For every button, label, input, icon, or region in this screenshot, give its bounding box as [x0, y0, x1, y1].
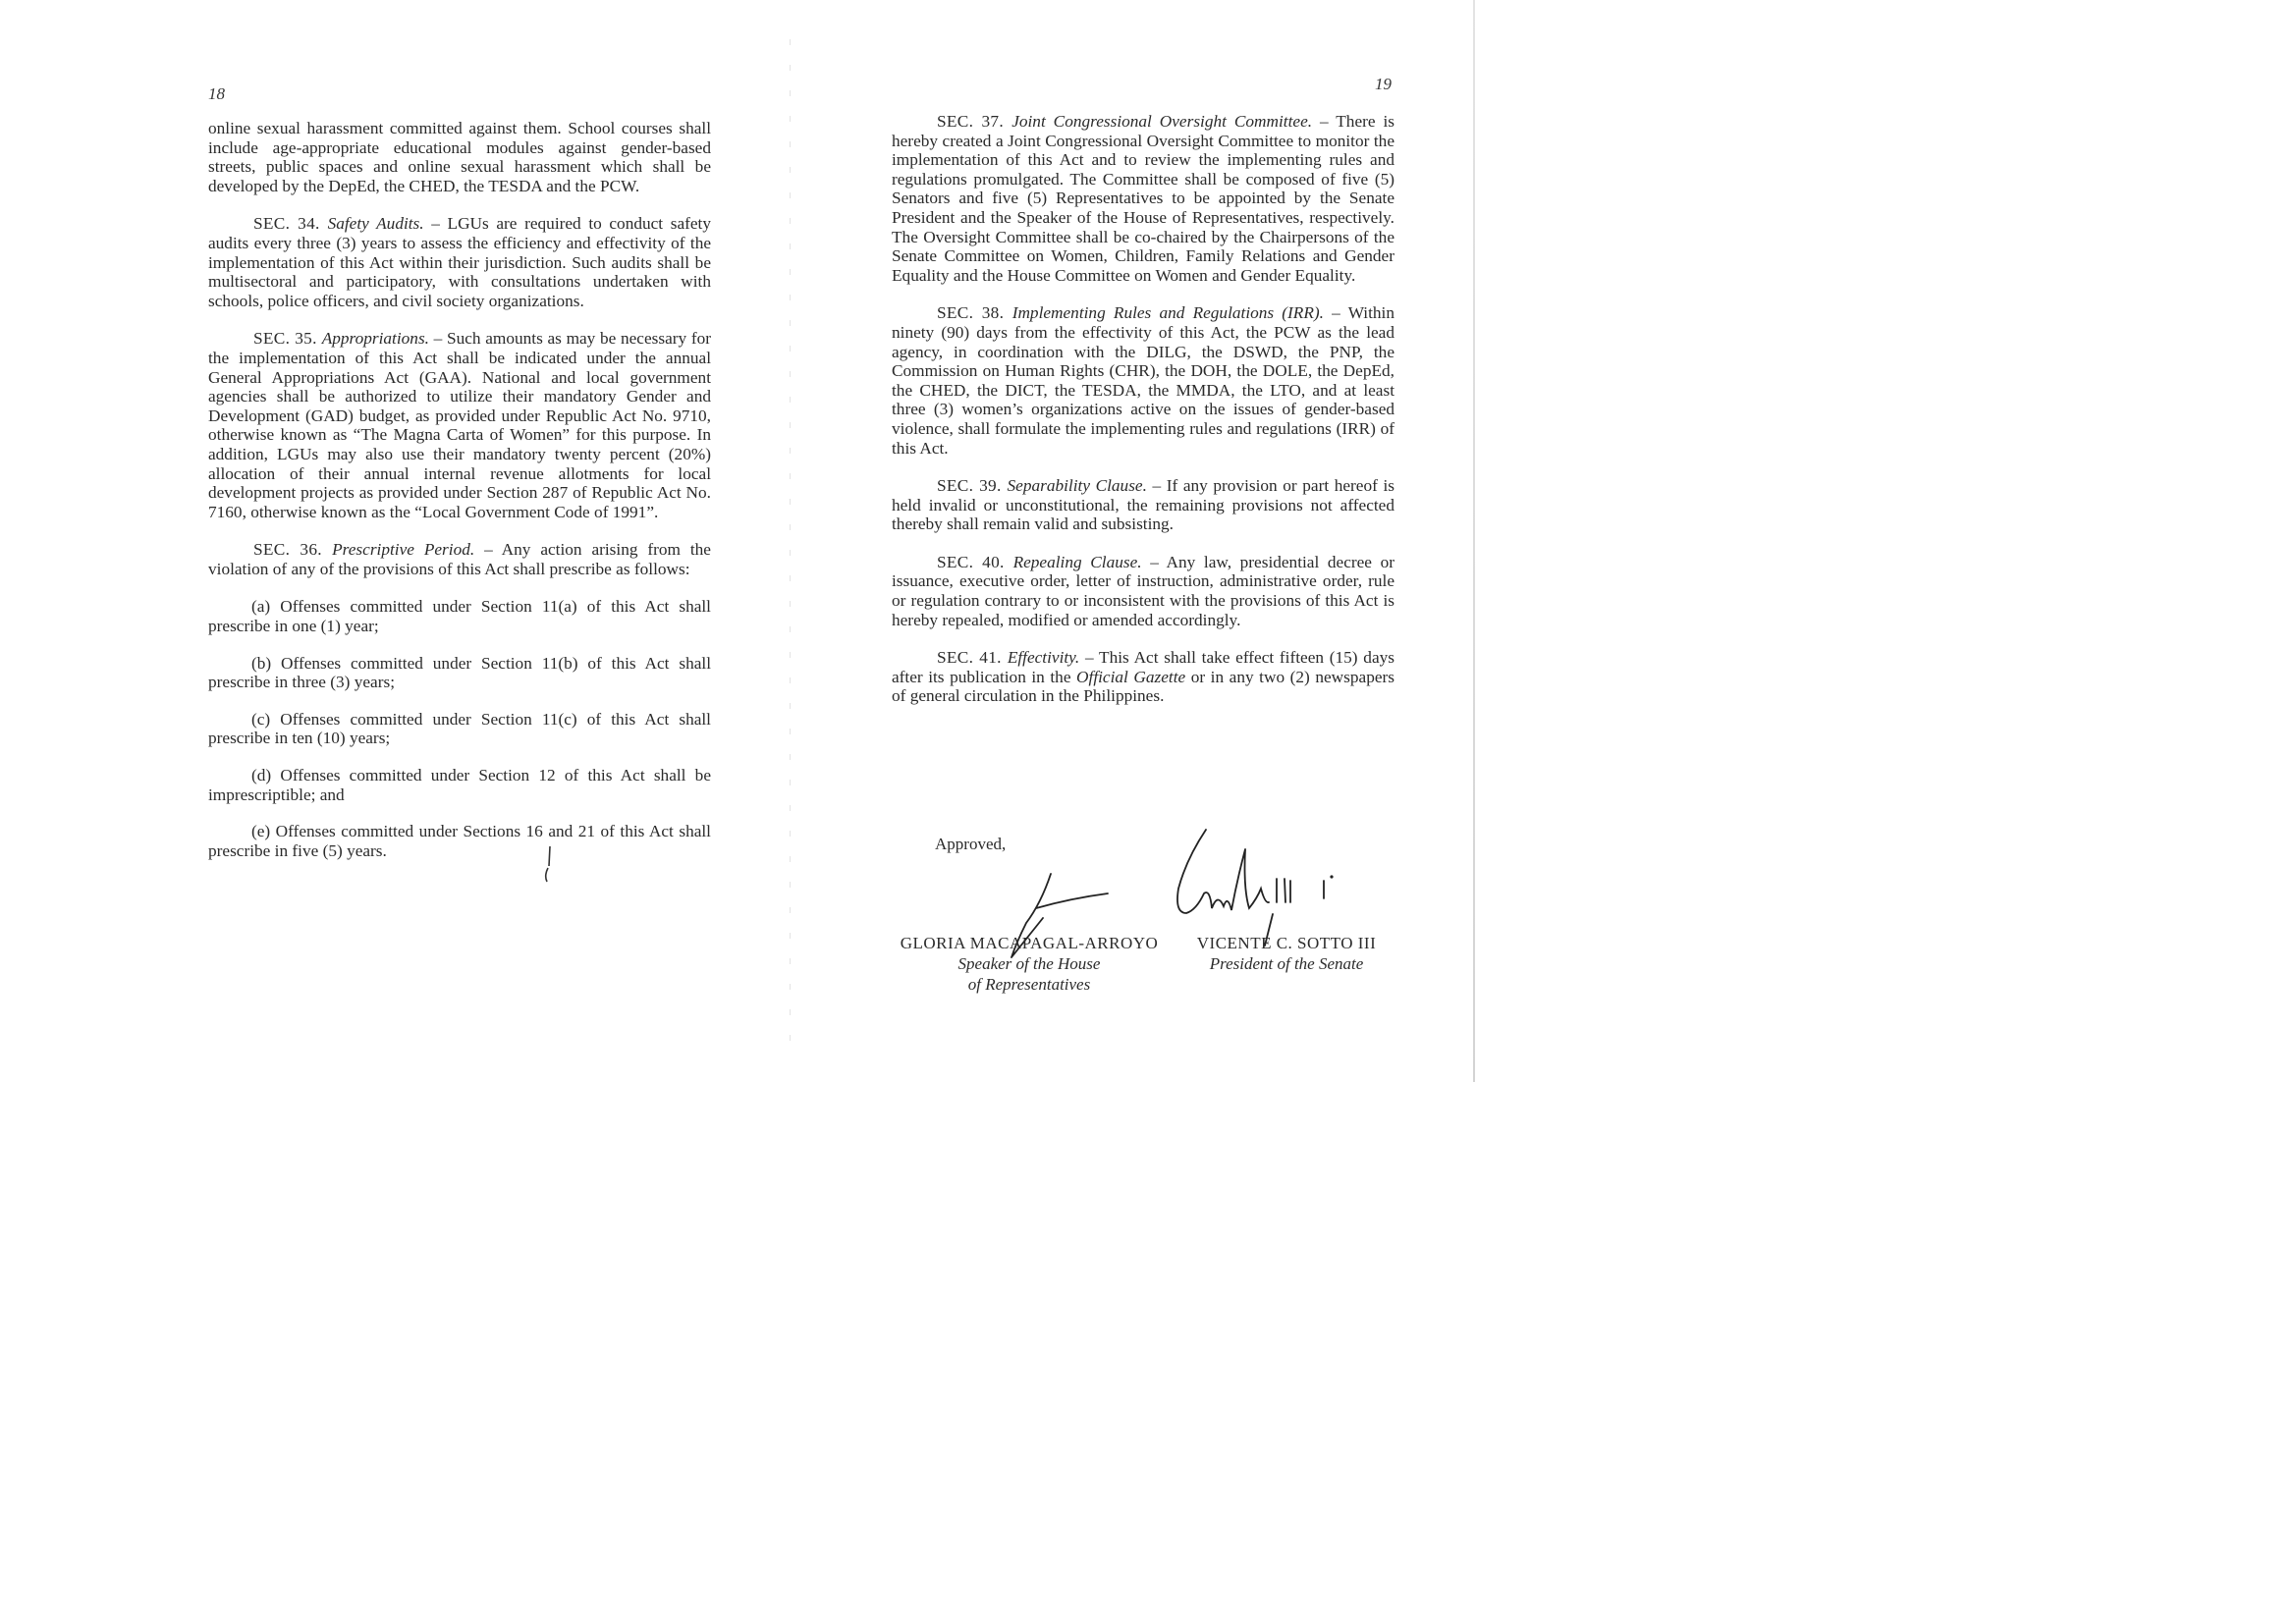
section-heading: Separability Clause.: [1007, 476, 1147, 496]
signatory-name: GLORIA MACAPAGAL-ARROYO: [900, 934, 1159, 952]
section-text: or in any two (2) newspapers of general circulation in the Philippines.: [892, 667, 1394, 706]
left-page: [0, 0, 766, 1082]
section-38: [892, 303, 1394, 458]
signatory-senate-president: [1183, 933, 1390, 974]
section-text: – This Act shall take effect fifteen (15) days after its publication in the: [892, 648, 1394, 686]
section-text: – Any action arising from the violation of any of the provisions of this Act shall prescribe as follows:: [208, 540, 711, 578]
section-number: SEC. 40.: [937, 552, 1013, 571]
section-heading: Joint Congressional Oversight Committee.: [1011, 112, 1313, 131]
section-text: – There is hereby created a Joint Congressional Oversight Committee to monitor the implementation of this Act and to review the implementing rules and regulations promulgated. The Committee shall be composed of five (5) Senators and five (5) Representatives to be appointed by the Senate President and the Speaker of the House of Representatives, respectively. The Oversight Committee shall be co-chaired by the Chairpersons of the Senate Committee on Women, Children, Family Relations and Gender Equality and the House Committee on Women and Gender Equality.: [892, 112, 1394, 285]
section-heading: Effectivity.: [1007, 648, 1080, 668]
page-number-left: 18: [208, 84, 225, 103]
section-41: [892, 648, 1394, 706]
paragraph-continuation: [208, 119, 711, 195]
section-35: [208, 329, 711, 521]
list-item-d: (d) Offenses committed under Section 12 of this Act shall be imprescriptible; and: [208, 766, 711, 804]
section-heading: Safety Audits.: [327, 214, 424, 234]
left-page-body: [208, 119, 711, 878]
section-heading: Implementing Rules and Regulations (IRR).: [1011, 303, 1324, 323]
section-40: [892, 553, 1394, 629]
section-number: SEC. 38.: [937, 303, 1012, 323]
approved-label: Approved,: [935, 835, 1007, 853]
signatory-name: VICENTE C. SOTTO III: [1196, 934, 1377, 952]
section-number: SEC. 39.: [937, 476, 1008, 496]
section-number: SEC. 34.: [253, 214, 328, 234]
section-36: [208, 540, 711, 578]
section-heading: Appropriations.: [321, 329, 429, 349]
signatory-title: Speaker of the House: [957, 954, 1101, 973]
right-page-body: [892, 112, 1394, 725]
signatory-title: of Representatives: [967, 975, 1091, 994]
section-text: – Within ninety (90) days from the effectivity of this Act, the PCW as the lead agency, in coordination with the DILG, the DSWD, the PNP, the Commission on Human Rights (CHR), the DOH, the DOLE, the DepEd, the CHED, the DICT, the TESDA, the MMDA, the LTO, and at least three (3) women’s organizations active on the issues of gender-based violence, shall formulate the implementing rules and regulations (IRR) of this Act.: [892, 303, 1394, 458]
section-number: SEC. 35.: [253, 329, 322, 349]
list-item-c: (c) Offenses committed under Section 11(c) of this Act shall prescribe in ten (10) years;: [208, 709, 711, 748]
list-item-e: (e) Offenses committed under Sections 16 and 21 of this Act shall prescribe in five (5) years.: [208, 822, 711, 860]
list-item-b: (b) Offenses committed under Section 11(b) of this Act shall prescribe in three (3) years;: [208, 653, 711, 692]
section-number: SEC. 36.: [253, 540, 333, 560]
section-text: – LGUs are required to conduct safety audits every three (3) years to assess the efficiency and effectivity of the implementation of this Act within their jurisdiction. Such audits shall be multisectoral and participatory, with consultations undertaken with schools, police officers, and civil society organizations.: [208, 214, 711, 310]
section-text: – If any provision or part hereof is held invalid or unconstitutional, the remaining provisions not affected thereby shall remain valid and subsisting.: [892, 476, 1394, 534]
pen-mark: [538, 844, 562, 884]
signatory-title: President of the Senate: [1209, 954, 1364, 973]
official-gazette-text: Official Gazette: [1076, 667, 1186, 686]
page-number-right: 19: [1375, 75, 1392, 93]
section-37: [892, 112, 1394, 285]
right-page: [766, 0, 1531, 1082]
signatory-speaker: [887, 933, 1172, 995]
section-39: [892, 476, 1394, 534]
list-item-a: (a) Offenses committed under Section 11(a) of this Act shall prescribe in one (1) year;: [208, 597, 711, 636]
paragraph-text: online sexual harassment committed against them. School courses shall include age-appropriate educational modules against gender-based streets, public spaces and online sexual harassment which shall be developed by the DepEd, the CHED, the TESDA and the PCW.: [208, 119, 711, 195]
section-heading: Prescriptive Period.: [332, 540, 475, 560]
section-number: SEC. 41.: [937, 648, 1008, 668]
section-heading: Repealing Clause.: [1012, 552, 1142, 571]
section-text: – Such amounts as may be necessary for the implementation of this Act shall be indicated under the annual General Appropriations Act (GAA). National and local government agencies shall be authorized to utilize their mandatory Gender and Development (GAD) budget, as provided under Republic Act No. 9710, otherwise known as “The Magna Carta of Women” for this purpose. In addition, LGUs may also use their mandatory twenty percent (20%) allocation of their annual internal revenue allotments for local development projects as provided under Section 287 of Republic Act No. 7160, otherwise known as the “Local Government Code of 1991”.: [208, 329, 711, 521]
section-34: [208, 214, 711, 310]
section-text: – Any law, presidential decree or issuance, executive order, letter of instruction, administrative order, rule or regulation contrary to or inconsistent with the provisions of this Act is hereby repealed, modified or amended accordingly.: [892, 552, 1394, 629]
section-number: SEC. 37.: [937, 112, 1012, 131]
